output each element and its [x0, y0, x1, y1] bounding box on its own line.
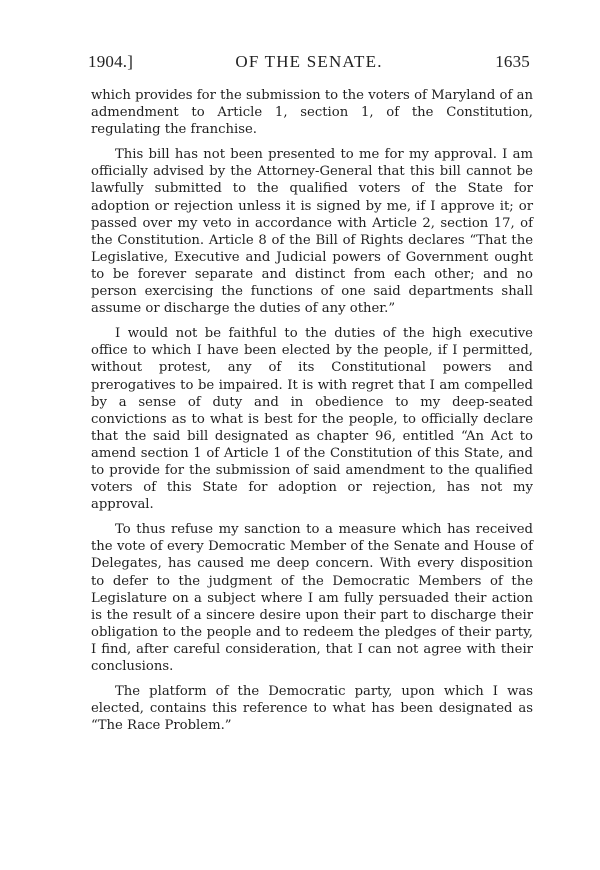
paragraph-duty: I would not be faithful to the duties of the high executive office to which I have been elected by the people, if I permitted, without protest, any of its Constitutional powers and prerogatives to be impaired. It is with regret that I am compelled by a sense of duty and in obedience to my deep-seated convictions as to what is best for the people, to officially declare that the said bill designated as chapter 96, entitled “An Act to amend section 1 of Article 1 of the Constitution of this State, and to provide for the submission of said amendment to the qualified voters of this State for adoption or rejection, has not my approval. — [91, 326, 533, 513]
running-header — [88, 52, 530, 76]
header-title: OF THE SENATE. — [235, 52, 383, 71]
body-text — [91, 87, 533, 847]
paragraph-refusal: To thus refuse my sanction to a measure which has received the vote of every Democratic Member of the Senate and House of Delegates, has caused me deep concern. With every disposition to defer to the judgment of the Democratic Members of the Legislature on a subject where I am fully persuaded their action is the result of a sincere desire upon their part to discharge their obligation to the people and to redeem the pledges of their party, I find, after careful consideration, that I can not agree with their conclusions. — [91, 522, 533, 674]
page-number: 1635 — [495, 52, 530, 71]
paragraph-continuation: which provides for the submission to the voters of Maryland of an admendment to Article 1, section 1, of the Constitution, regulating the franchise. — [91, 88, 533, 138]
paragraph-platform: The platform of the Democratic party, upon which I was elected, contains this reference to what has been designated as “The Race Problem.” — [91, 684, 533, 734]
paragraph-approval: This bill has not been presented to me for my approval. I am officially advised by the Attorney-General that this bill cannot be lawfully submitted to the qualified voters of the State for adoption or rejection unless it is signed by me, if I approve it; or passed over my veto in accordance with Article 2, section 17, of the Constitution. Article 8 of the Bill of Rights declares “That the Legislative, Executive and Judicial powers of Government ought to be forever separate and distinct from each other; and no person exercising the functions of one said departments shall assume or discharge the duties of any other.” — [91, 147, 533, 317]
header-year: 1904.] — [88, 52, 134, 71]
